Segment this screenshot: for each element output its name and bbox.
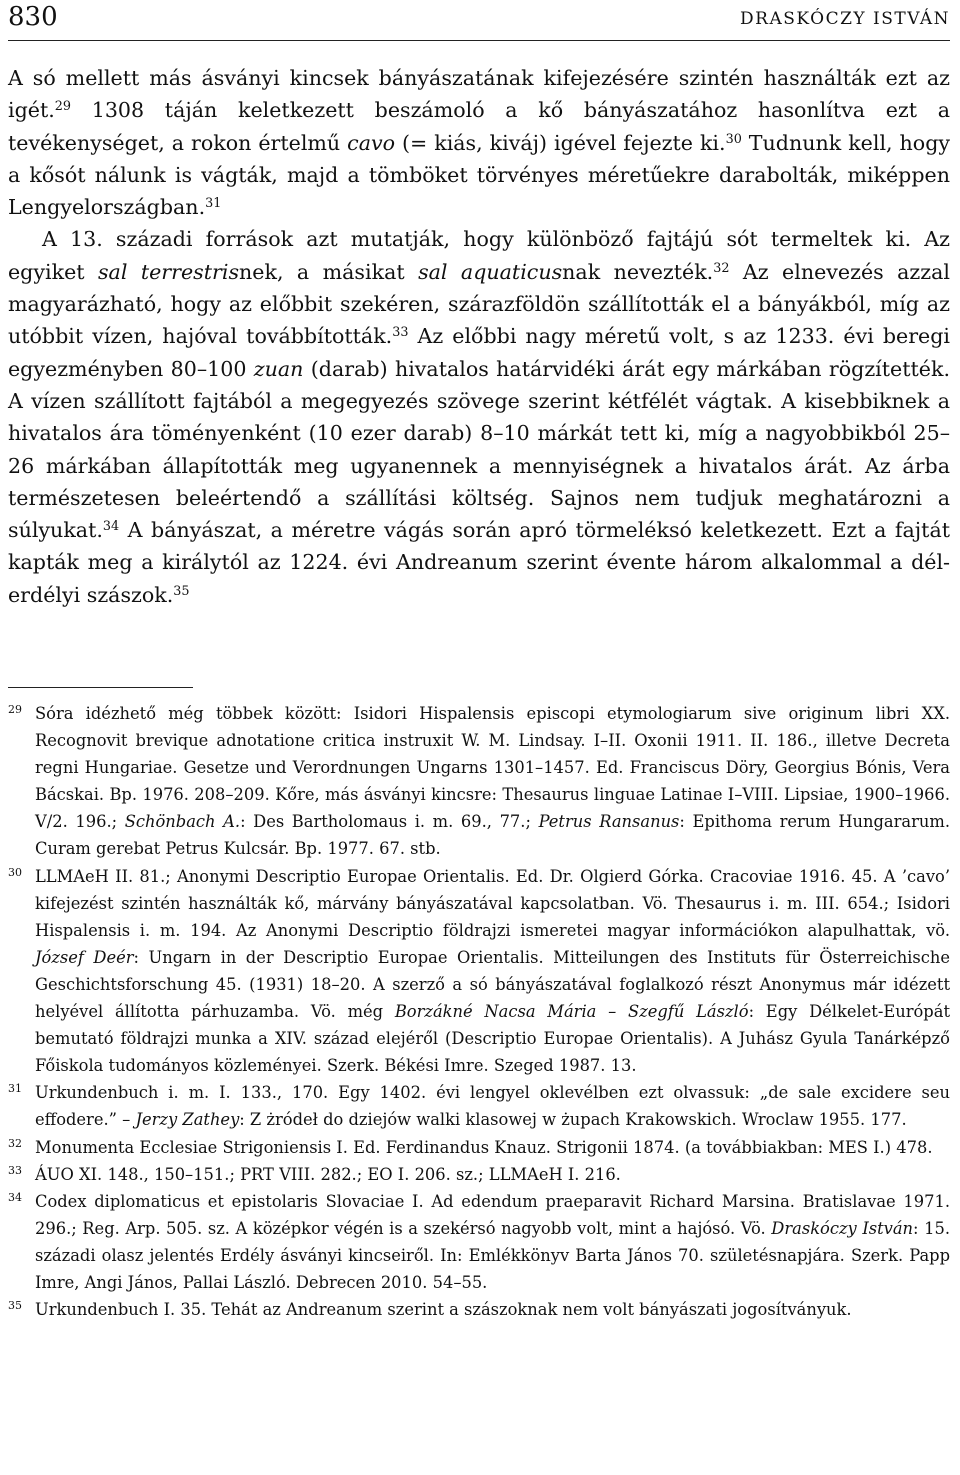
term-sal-aquaticus: sal aquaticus [418,259,563,284]
footnote-number: 34 [8,1190,22,1204]
footnote-ref-30[interactable]: 30 [725,131,742,147]
footnote-number: 32 [8,1136,22,1150]
footnote-number: 33 [8,1163,22,1177]
body-text [8,62,950,611]
term-sal-terrestris: sal terrestris [97,259,240,284]
footnote-33: 33 ÁUO XI. 148., 150–151.; PRT VIII. 282.; EO I. 206. sz.; LLMAeH I. 216. [8,1161,950,1188]
footnote-35: 35 Urkundenbuch I. 35. Tehát az Andreanum szerint a szászoknak nem volt bányászati jogosítványuk. [8,1296,950,1323]
page-header [8,0,950,41]
footnote-32: 32 Monumenta Ecclesiae Strigoniensis I. Ed. Ferdinandus Knauz. Strigonii 1874. (a továbbiakban: MES I.) 478. [8,1134,950,1161]
footnote-number: 30 [8,865,22,879]
term-zuan: zuan [253,356,304,381]
paragraph-1: A só mellett más ásványi kincsek bányászatának kifejezésére szintén használták ezt az igét.$^{29}$ 1308 táján keletkezett beszámoló a kő bányászatához hasonlítva ezt a tevékenységet, a rokon értelmű cavo (= kiás, kiváj) igével fejezte ki.$^{30}$ Tudnunk kell, hogy a kősót nálunk is vágták, majd a tömböket törvényes méretűekre darabolták, miképpen Lengyelországban.$^{31}$ [8,66,951,220]
footnote-30: 30 LLMAeH II. 81.; Anonymi Descriptio Europae Orientalis. Ed. Dr. Olgierd Górka. Cracoviae 1916. 45. A ’cavo’ kifejezést szintén használták kő, márvány bányászatával kapcsolatban. Vö. Thesaurus i. m. III. 654.; Isidori Hispalensis i. m. 194. Az Anonymi Descriptio földrajzi ismeretei magyar információkon alapulhattak, vö. József Deér: Ungarn in der Descriptio Europae Orientalis. Mitteilungen des Instituts für Österreichische Geschichtsforschung 45. (1931) 18–20. A szerző a só bányászatával foglalkozó részt Anonymus már idézett helyével állította párhuzamba. Vö. még Borzákné Nacsa Mária – Szegfű László: Egy Délkelet-Európát bemutató földrajzi munka a XIV. század elejéről (Descriptio Europae Orientalis). A Juhász Gyula Tanárképző Főiskola tudományos közleményei. Szerk. Békési Imre. Szeged 1987. 13. [8,863,950,1080]
footnote-ref-32[interactable]: 32 [713,260,730,276]
footnote-ref-35[interactable]: 35 [173,583,190,599]
footnote-ref-33[interactable]: 33 [392,325,409,341]
footnote-number: 29 [8,703,22,716]
footnote-number: 31 [8,1082,22,1096]
running-head: DRASKÓCZY ISTVÁN [740,9,950,29]
footnote-separator [8,687,193,688]
footnote-ref-34[interactable]: 34 [102,519,120,535]
footnote-ref-29[interactable]: 29 [54,99,72,115]
footnote-number: 35 [8,1299,22,1313]
term-cavo: cavo [347,130,396,155]
footnote-ref-31[interactable]: 31 [205,196,222,212]
footnote-29: 29 Sóra idézhető még többek között: Isidori Hispalensis episcopi etymologiarum sive originum libri XX. Recognovit brevique adnotatione critica instruxit W. M. Lindsay. I–II. Oxonii 1911. II. 186., illetve Decreta regni Hungariae. Gesetze und Verordnungen Ungarns 1301–1457. Ed. Franciscus Döry, Georgius Bónis, Vera Bácskai. Bp. 1976. 208–209. Kőre, más ásványi kincsre: Thesaurus linguae Latinae I–VIII. Lipsiae, 1900–1966. V/2. 196.; Schönbach A.: Des Bartholomaus i. m. 69., 77.; Petrus Ransanus: Epithoma rerum Hungararum. Curam gerebat Petrus Kulcsár. Bp. 1977. 67. stb. [8,700,950,863]
footnotes [8,700,950,1323]
paragraph-2: A 13. századi források azt mutatják, hogy különböző fajtájú sót termeltek ki. Az egyiket sal terrestrisnek, a másikat sal aquaticusnak nevezték.$^{32}$ Az elnevezés azzal magyarázható, hogy az előbbit szekéren, szárazföldön szállították el a bányákból, míg az utóbbit vízen, hajóval továbbították.$^{33}$ Az előbbi nagy méretű volt, s az 1233. évi beregi egyezményben 80–100 zuan (darab) hivatalos határvidéki árát egy márkában rögzítették. A vízen szállított fajtából a megegyezés szövege szerint kétfélét vágtak. A kisebbiknek a hivatalos ára töményenként (10 ezer darab) 8–10 márkát tett ki, míg a nagyobbikból 25–26 márkában állapították meg ugyanennek a mennyiségnek a hivatalos árát. Az árba természetesen beleértendő a szállítási költség. Sajnos nem tudjuk meghatározni a súlyukat.$^{34}$ A bányászat, a méretre vágás során apró törmeléksó keletkezett. Ezt a fajtát kapták meg a királytól az 1224. évi Andreanum szerint évente három alkalommal a dél-erdélyi szászok.$^{35}$ [8,227,950,607]
page-number: 830 [8,2,58,32]
footnote-31: 31 Urkundenbuch i. m. I. 133., 170. Egy 1402. évi lengyel oklevélben ezt olvassuk: „de sale excidere seu effodere.” – Jerzy Zathey: Z żródeł do dziejów walki klasowej w żupach Krakowskich. Wroclaw 1955. 177. [8,1079,950,1133]
footnote-34: 34 Codex diplomaticus et epistolaris Slovaciae I. Ad edendum praeparavit Richard Marsina. Bratislavae 1971. 296.; Reg. Arp. 505. sz. A középkor végén is a szekérsó nagyobb volt, mint a hajósó. Vö. Draskóczy István: 15. századi olasz jelentés Erdély ásványi kincseiről. In: Emlékkönyv Barta János 70. születésnapjára. Szerk. Papp Imre, Angi János, Pallai László. Debrecen 2010. 54–55. [8,1188,950,1296]
